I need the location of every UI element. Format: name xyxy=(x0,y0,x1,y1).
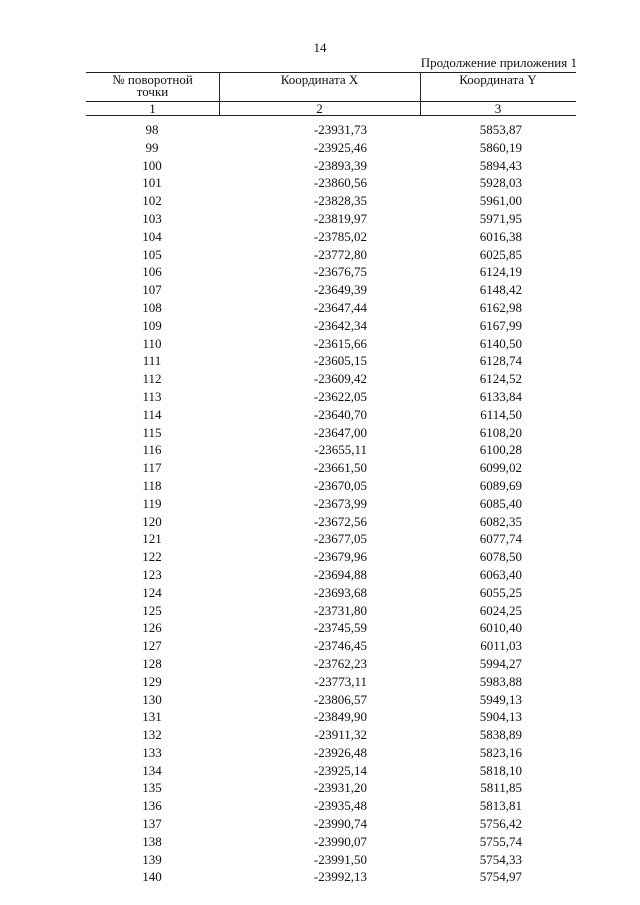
point-number-cell: 100 xyxy=(142,157,162,173)
table-header xyxy=(86,72,576,116)
point-number-cell: 114 xyxy=(142,406,162,422)
point-number-cell: 101 xyxy=(142,175,162,191)
coordinate-y-cell: 5983,88 xyxy=(479,673,522,689)
point-number-cell: 104 xyxy=(142,228,162,244)
header-bottom-rule xyxy=(86,115,576,116)
table-row xyxy=(0,530,640,548)
coordinate-x-cell: -23642,34 xyxy=(313,317,367,333)
point-number-cell: 109 xyxy=(142,317,162,333)
point-number-cell: 125 xyxy=(142,602,162,618)
coordinate-y-cell: 5971,95 xyxy=(479,210,522,226)
coordinate-x-cell: -23806,57 xyxy=(313,691,367,707)
coordinate-x-cell: -23731,80 xyxy=(313,602,367,618)
coordinate-y-cell: 5755,74 xyxy=(479,833,522,849)
point-number-cell: 115 xyxy=(142,424,162,440)
header-point-line2: точки xyxy=(136,84,169,99)
point-number-cell: 116 xyxy=(142,442,162,458)
coordinate-y-cell: 6128,74 xyxy=(479,353,522,369)
point-number-cell: 117 xyxy=(142,460,162,476)
table-row xyxy=(0,815,640,833)
table-row xyxy=(0,619,640,637)
point-number-cell: 137 xyxy=(142,816,162,832)
table-row xyxy=(0,246,640,264)
coordinate-x-cell: -23679,96 xyxy=(313,549,367,565)
coordinate-x-cell: -23605,15 xyxy=(313,353,367,369)
point-number-cell: 122 xyxy=(142,549,162,565)
coordinate-x-cell: -23990,07 xyxy=(313,833,367,849)
point-number-cell: 129 xyxy=(142,673,162,689)
coordinate-y-cell: 6011,03 xyxy=(480,638,522,654)
coordinate-y-cell: 6124,19 xyxy=(479,264,522,280)
point-number-cell: 126 xyxy=(142,620,162,636)
coordinate-y-cell: 6063,40 xyxy=(479,566,522,582)
coordinate-y-cell: 5813,81 xyxy=(479,798,522,814)
point-number-cell: 140 xyxy=(142,869,162,885)
coordinate-x-cell: -23746,45 xyxy=(313,638,367,654)
point-number-cell: 102 xyxy=(142,193,162,209)
point-number-cell: 132 xyxy=(142,727,162,743)
coordinate-x-cell: -23647,44 xyxy=(313,299,367,315)
point-number-cell: 106 xyxy=(142,264,162,280)
coordinate-x-cell: -23931,73 xyxy=(313,122,367,137)
coordinate-x-cell: -23615,66 xyxy=(313,335,367,351)
table-row xyxy=(0,762,640,780)
coordinate-y-cell: 6162,98 xyxy=(479,299,522,315)
table-row xyxy=(0,192,640,210)
coordinate-x-cell: -23661,50 xyxy=(313,460,367,476)
coordinate-y-cell: 5754,97 xyxy=(479,869,522,885)
coordinate-y-cell: 5894,43 xyxy=(479,157,522,173)
point-number-cell: 111 xyxy=(142,353,162,369)
table-row xyxy=(0,281,640,299)
coordinate-y-cell: 6016,38 xyxy=(479,228,522,244)
coordinate-y-cell: 6010,40 xyxy=(479,620,522,636)
header-x: Координата X xyxy=(280,72,359,87)
point-number-cell: 119 xyxy=(142,495,162,511)
table-row xyxy=(0,851,640,869)
table-row xyxy=(0,388,640,406)
table-row xyxy=(0,335,640,353)
coordinate-x-cell: -23893,39 xyxy=(313,157,367,173)
point-number-cell: 131 xyxy=(142,709,162,725)
coordinate-x-cell: -23745,59 xyxy=(313,620,367,636)
table-row xyxy=(0,779,640,797)
coordinate-x-cell: -23849,90 xyxy=(313,709,367,725)
table-row xyxy=(0,263,640,281)
coordinate-y-cell: 6082,35 xyxy=(479,513,522,529)
point-number-cell: 113 xyxy=(142,388,162,404)
header-point-line1: № поворотной xyxy=(112,72,193,87)
point-number-cell: 135 xyxy=(142,780,162,796)
coordinate-y-cell: 5853,87 xyxy=(479,122,522,137)
coordinate-x-cell: -23672,56 xyxy=(313,513,367,529)
coordinate-y-cell: 5756,42 xyxy=(479,816,522,832)
page-number: 14 xyxy=(313,40,327,55)
table-row xyxy=(0,157,640,175)
coordinate-y-cell: 6100,28 xyxy=(479,442,522,458)
header-middle-rule xyxy=(86,101,576,102)
coordinate-y-cell: 5811,85 xyxy=(480,780,522,796)
coordinate-x-cell: -23925,46 xyxy=(313,139,367,155)
table-body xyxy=(0,121,640,886)
coordinate-y-cell: 6025,85 xyxy=(479,246,522,262)
table-row xyxy=(0,406,640,424)
coordinate-x-cell: -23991,50 xyxy=(313,851,367,867)
coordinate-x-cell: -23694,88 xyxy=(313,566,367,582)
coordinate-y-cell: 6148,42 xyxy=(479,282,522,298)
coordinate-x-cell: -23819,97 xyxy=(313,210,367,226)
coordinate-x-cell: -23762,23 xyxy=(313,655,367,671)
point-number-cell: 98 xyxy=(145,122,159,137)
coordinate-x-cell: -23992,13 xyxy=(313,869,367,885)
coordinate-y-cell: 6114,50 xyxy=(480,406,522,422)
table-row xyxy=(0,495,640,513)
point-number-cell: 105 xyxy=(142,246,162,262)
point-number-cell: 134 xyxy=(142,762,162,778)
header-y: Координата Y xyxy=(459,72,537,87)
coordinate-x-cell: -23911,32 xyxy=(314,727,367,743)
point-number-cell: 108 xyxy=(142,299,162,315)
table-row xyxy=(0,459,640,477)
table-row xyxy=(0,584,640,602)
column-number-3: 3 xyxy=(494,101,502,116)
coordinate-y-cell: 5961,00 xyxy=(479,193,522,209)
coordinate-x-cell: -23609,42 xyxy=(313,371,367,387)
table-row xyxy=(0,370,640,388)
coordinate-y-cell: 5838,89 xyxy=(479,727,522,743)
table-row xyxy=(0,121,640,139)
table-row xyxy=(0,833,640,851)
coordinate-y-cell: 5928,03 xyxy=(479,175,522,191)
table-row xyxy=(0,797,640,815)
table-row xyxy=(0,744,640,762)
table-row xyxy=(0,708,640,726)
table-row xyxy=(0,317,640,335)
point-number-cell: 120 xyxy=(142,513,162,529)
coordinate-x-cell: -23931,20 xyxy=(313,780,367,796)
column-number-2: 2 xyxy=(316,101,323,116)
coordinate-x-cell: -23673,99 xyxy=(313,495,367,511)
coordinate-y-cell: 6078,50 xyxy=(479,549,522,565)
point-number-cell: 121 xyxy=(142,531,162,547)
coordinate-y-cell: 6089,69 xyxy=(479,477,522,493)
coordinate-y-cell: 6108,20 xyxy=(479,424,522,440)
coordinate-y-cell: 6055,25 xyxy=(479,584,522,600)
coordinate-x-cell: -23785,02 xyxy=(313,228,367,244)
coordinate-y-cell: 6167,99 xyxy=(479,317,522,333)
table-row xyxy=(0,441,640,459)
point-number-cell: 112 xyxy=(142,371,162,387)
coordinate-x-cell: -23828,35 xyxy=(313,193,367,209)
point-number-cell: 107 xyxy=(142,282,162,298)
coordinate-y-cell: 6140,50 xyxy=(479,335,522,351)
coordinate-y-cell: 5994,27 xyxy=(479,655,522,671)
coordinate-x-cell: -23655,11 xyxy=(314,442,367,458)
coordinate-y-cell: 5949,13 xyxy=(479,691,522,707)
coordinate-x-cell: -23647,00 xyxy=(313,424,367,440)
coordinate-y-cell: 5818,10 xyxy=(479,762,522,778)
coordinate-y-cell: 6099,02 xyxy=(479,460,522,476)
table-row xyxy=(0,513,640,531)
coordinate-y-cell: 6133,84 xyxy=(479,388,522,404)
coordinate-x-cell: -23670,05 xyxy=(313,477,367,493)
table-row xyxy=(0,299,640,317)
coordinate-x-cell: -23693,68 xyxy=(313,584,367,600)
point-number-cell: 139 xyxy=(142,851,162,867)
point-number-cell: 127 xyxy=(142,638,162,654)
point-number-cell: 123 xyxy=(142,566,162,582)
coordinate-x-cell: -23622,05 xyxy=(313,388,367,404)
coordinate-y-cell: 6077,74 xyxy=(479,531,522,547)
coordinate-x-cell: -23677,05 xyxy=(313,531,367,547)
table-row xyxy=(0,139,640,157)
coordinate-x-cell: -23926,48 xyxy=(313,744,367,760)
point-number-cell: 130 xyxy=(142,691,162,707)
table-row xyxy=(0,602,640,620)
point-number-cell: 128 xyxy=(142,655,162,671)
table-row xyxy=(0,210,640,228)
point-number-cell: 99 xyxy=(145,139,159,155)
table-row xyxy=(0,566,640,584)
point-number-cell: 118 xyxy=(142,477,162,493)
coordinate-y-cell: 6124,52 xyxy=(479,371,522,387)
coordinate-y-cell: 5754,33 xyxy=(479,851,522,867)
table-row xyxy=(0,655,640,673)
point-number-cell: 124 xyxy=(142,584,162,600)
coordinate-x-cell: -23649,39 xyxy=(313,282,367,298)
coordinate-x-cell: -23925,14 xyxy=(313,762,367,778)
coordinate-x-cell: -23676,75 xyxy=(313,264,367,280)
coordinate-y-cell: 5904,13 xyxy=(479,709,522,725)
table-row xyxy=(0,477,640,495)
table-row xyxy=(0,637,640,655)
coordinate-x-cell: -23935,48 xyxy=(313,798,367,814)
table-row xyxy=(0,228,640,246)
coordinate-x-cell: -23773,11 xyxy=(314,673,367,689)
column-number-1: 1 xyxy=(149,101,156,116)
coordinate-y-cell: 5860,19 xyxy=(479,139,522,155)
table-row xyxy=(0,424,640,442)
point-number-cell: 110 xyxy=(142,335,162,351)
header-point-cell xyxy=(86,74,219,98)
coordinate-x-cell: -23640,70 xyxy=(313,406,367,422)
table-row xyxy=(0,548,640,566)
table-row xyxy=(0,352,640,370)
table-row xyxy=(0,174,640,192)
coordinate-y-cell: 6085,40 xyxy=(479,495,522,511)
point-number-cell: 138 xyxy=(142,833,162,849)
coordinate-y-cell: 6024,25 xyxy=(479,602,522,618)
table-row xyxy=(0,691,640,709)
coordinate-y-cell: 5823,16 xyxy=(479,744,522,760)
coordinate-x-cell: -23772,80 xyxy=(313,246,367,262)
coordinate-x-cell: -23990,74 xyxy=(313,816,367,832)
point-number-cell: 136 xyxy=(142,798,162,814)
point-number-cell: 133 xyxy=(142,744,162,760)
continuation-label: Продолжение приложения 1 xyxy=(420,55,577,70)
coordinate-x-cell: -23860,56 xyxy=(313,175,367,191)
table-row xyxy=(0,868,640,886)
table-row xyxy=(0,673,640,691)
point-number-cell: 103 xyxy=(142,210,162,226)
table-row xyxy=(0,726,640,744)
